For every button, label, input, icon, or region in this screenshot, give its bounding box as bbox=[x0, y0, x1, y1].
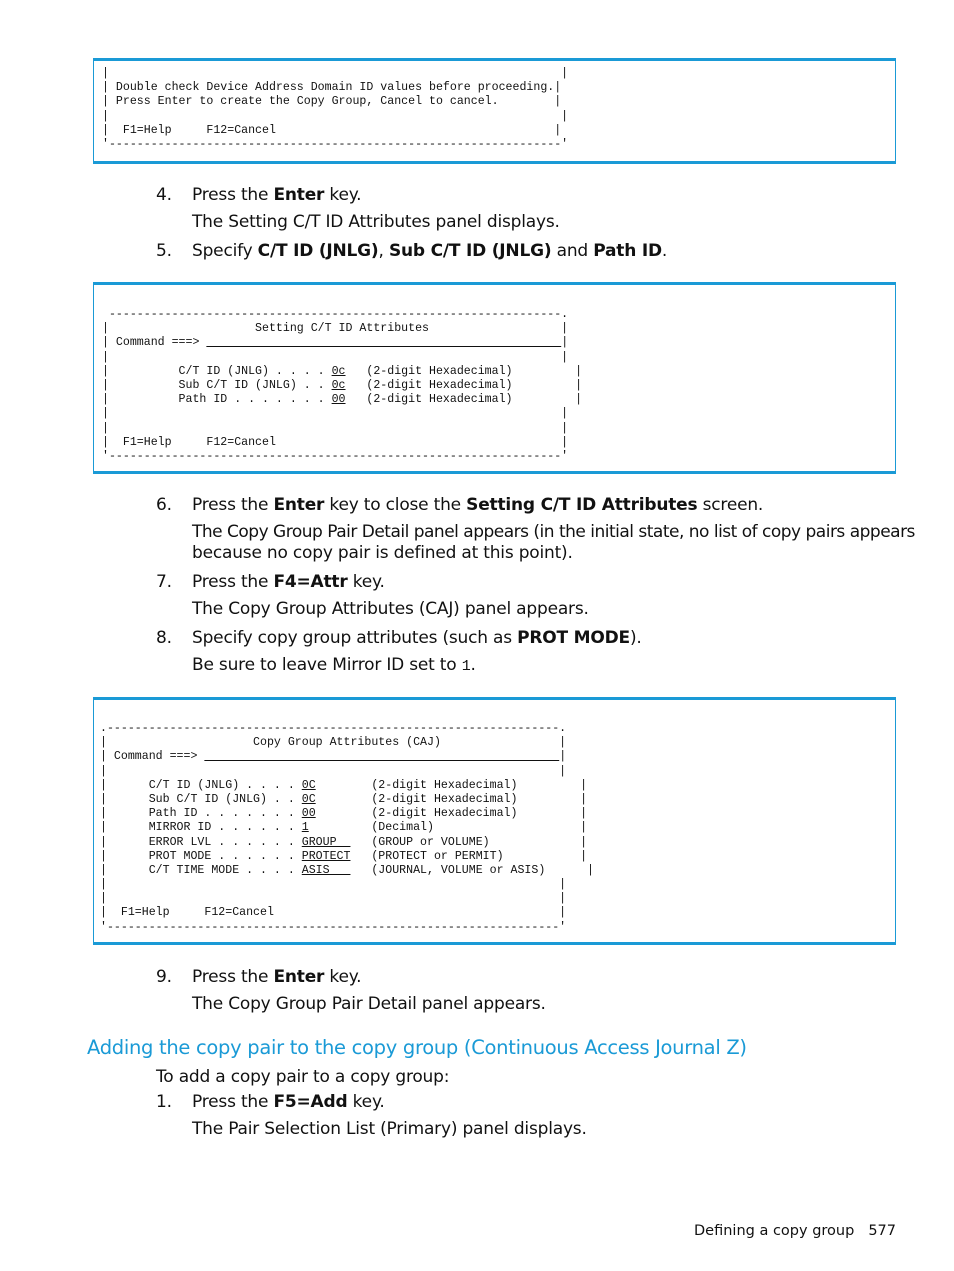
screen-line: | Setting C/T ID Attributes | bbox=[102, 322, 569, 336]
terminal-screen bbox=[100, 722, 594, 935]
screen-line: | | bbox=[102, 67, 569, 80]
step-number: 5. bbox=[156, 241, 172, 261]
mirror-id-value: 1 bbox=[461, 658, 471, 675]
step-number: 8. bbox=[156, 628, 172, 648]
page-number: 577 bbox=[868, 1223, 896, 1239]
screen-line: | Copy Group Attributes (CAJ) | bbox=[100, 736, 567, 750]
screen-line: | | bbox=[102, 109, 569, 123]
ct-time-mode-field[interactable]: ASIS bbox=[301, 863, 351, 877]
page-footer bbox=[694, 1222, 896, 1240]
screen-line: | Press Enter to create the Copy Group, Cancel to cancel. | bbox=[102, 95, 562, 109]
screen-line: '-----------------------------------------------------------------' bbox=[100, 920, 567, 934]
screen-line: | | bbox=[102, 350, 569, 364]
step-number: 7. bbox=[156, 572, 172, 592]
field-ct-id: | C/T ID (JNLG) . . . . 0C (2-digit Hexadecimal) | bbox=[100, 778, 588, 792]
field-ct-time-mode: | C/T TIME MODE . . . . ASIS (JOURNAL, VOLUME or ASIS) | bbox=[100, 863, 594, 877]
screen-line: | | bbox=[100, 878, 567, 892]
screen-line: '-----------------------------------------------------------------' bbox=[102, 137, 569, 151]
mirror-id-field[interactable]: 1 bbox=[301, 821, 309, 835]
screen-line: | | bbox=[100, 892, 567, 906]
section-intro: To add a copy pair to a copy group: bbox=[156, 1067, 450, 1087]
prot-mode-field[interactable]: PROTECT bbox=[301, 849, 351, 863]
field-ct-id: | C/T ID (JNLG) . . . . 0c (2-digit Hexadecimal) | bbox=[102, 364, 583, 378]
field-prot-mode: | PROT MODE . . . . . . PROTECT (PROTECT or PERMIT) | bbox=[100, 849, 588, 863]
error-lvl-field[interactable]: GROUP bbox=[301, 835, 351, 849]
field-error-lvl: | ERROR LVL . . . . . . GROUP (GROUP or VOLUME) | bbox=[100, 835, 588, 849]
command-input[interactable] bbox=[206, 336, 561, 349]
path-id-field[interactable]: 00 bbox=[331, 393, 346, 407]
step-text: Press the F4=Attr key. bbox=[192, 572, 385, 592]
field-sub-ct-id: | Sub C/T ID (JNLG) . . 0c (2-digit Hexadecimal) | bbox=[102, 378, 583, 392]
step-6-note-line-2: because no copy pair is defined at this point). bbox=[192, 543, 573, 563]
command-line: | Command ===> | bbox=[102, 336, 569, 350]
screen-line: | | bbox=[102, 407, 569, 421]
screen-line: -----------------------------------------------------------------. bbox=[102, 308, 569, 321]
step-4-note: The Setting C/T ID Attributes panel displays. bbox=[192, 212, 560, 232]
step-number: 6. bbox=[156, 495, 172, 515]
sub-ct-id-field[interactable]: 0c bbox=[331, 378, 346, 392]
screen-line: | F1=Help F12=Cancel | bbox=[102, 123, 562, 137]
terminal-screen bbox=[102, 67, 568, 152]
step-8-note: Be sure to leave Mirror ID set to 1. bbox=[192, 655, 476, 675]
screen-line: .-----------------------------------------------------------------. bbox=[100, 722, 567, 735]
section-heading: Adding the copy pair to the copy group (Continuous Access Journal Z) bbox=[87, 1036, 747, 1059]
step-text: Press the F5=Add key. bbox=[192, 1092, 385, 1112]
screen-line: | | bbox=[102, 421, 569, 435]
footer-title: Defining a copy group bbox=[694, 1223, 855, 1239]
field-path-id: | Path ID . . . . . . . 00 (2-digit Hexadecimal) | bbox=[102, 393, 583, 407]
step-number: 9. bbox=[156, 967, 172, 987]
step-text: Press the Enter key. bbox=[192, 185, 362, 205]
function-keys: | F1=Help F12=Cancel | bbox=[100, 906, 567, 920]
terminal-panel-ct-id-attributes bbox=[93, 282, 896, 474]
field-path-id: | Path ID . . . . . . . 00 (2-digit Hexadecimal) | bbox=[100, 807, 588, 821]
step-text: Press the Enter key. bbox=[192, 967, 362, 987]
ct-id-field[interactable]: 0c bbox=[331, 364, 346, 378]
screen-line: | Double check Device Address Domain ID values before proceeding.| bbox=[102, 81, 562, 95]
step-number: 4. bbox=[156, 185, 172, 205]
field-sub-ct-id: | Sub C/T ID (JNLG) . . 0C (2-digit Hexadecimal) | bbox=[100, 792, 588, 806]
terminal-panel-copy-group-attributes bbox=[93, 697, 896, 945]
screen-line: | | bbox=[100, 764, 567, 778]
field-mirror-id: | MIRROR ID . . . . . . 1 (Decimal) | bbox=[100, 821, 588, 835]
command-input[interactable] bbox=[204, 750, 559, 763]
step-6-note-line-1: The Copy Group Pair Detail panel appears (in the initial state, no list of copy pairs appears bbox=[192, 522, 915, 542]
terminal-panel-confirm bbox=[93, 58, 896, 164]
ct-id-field[interactable]: 0C bbox=[301, 778, 316, 792]
step-9-note: The Copy Group Pair Detail panel appears. bbox=[192, 994, 546, 1014]
step-text: Press the Enter key to close the Setting C/T ID Attributes screen. bbox=[192, 495, 764, 515]
step-text: Specify copy group attributes (such as PROT MODE). bbox=[192, 628, 642, 648]
terminal-screen bbox=[102, 308, 582, 464]
command-line: | Command ===> | bbox=[100, 750, 567, 764]
step-1-note: The Pair Selection List (Primary) panel displays. bbox=[192, 1119, 587, 1139]
step-number: 1. bbox=[156, 1092, 172, 1112]
step-7-note: The Copy Group Attributes (CAJ) panel appears. bbox=[192, 599, 589, 619]
screen-line: '-----------------------------------------------------------------' bbox=[102, 449, 569, 463]
sub-ct-id-field[interactable]: 0C bbox=[301, 792, 316, 806]
path-id-field[interactable]: 00 bbox=[301, 807, 316, 821]
step-text: Specify C/T ID (JNLG), Sub C/T ID (JNLG) and Path ID. bbox=[192, 241, 668, 261]
function-keys: | F1=Help F12=Cancel | bbox=[102, 435, 569, 449]
